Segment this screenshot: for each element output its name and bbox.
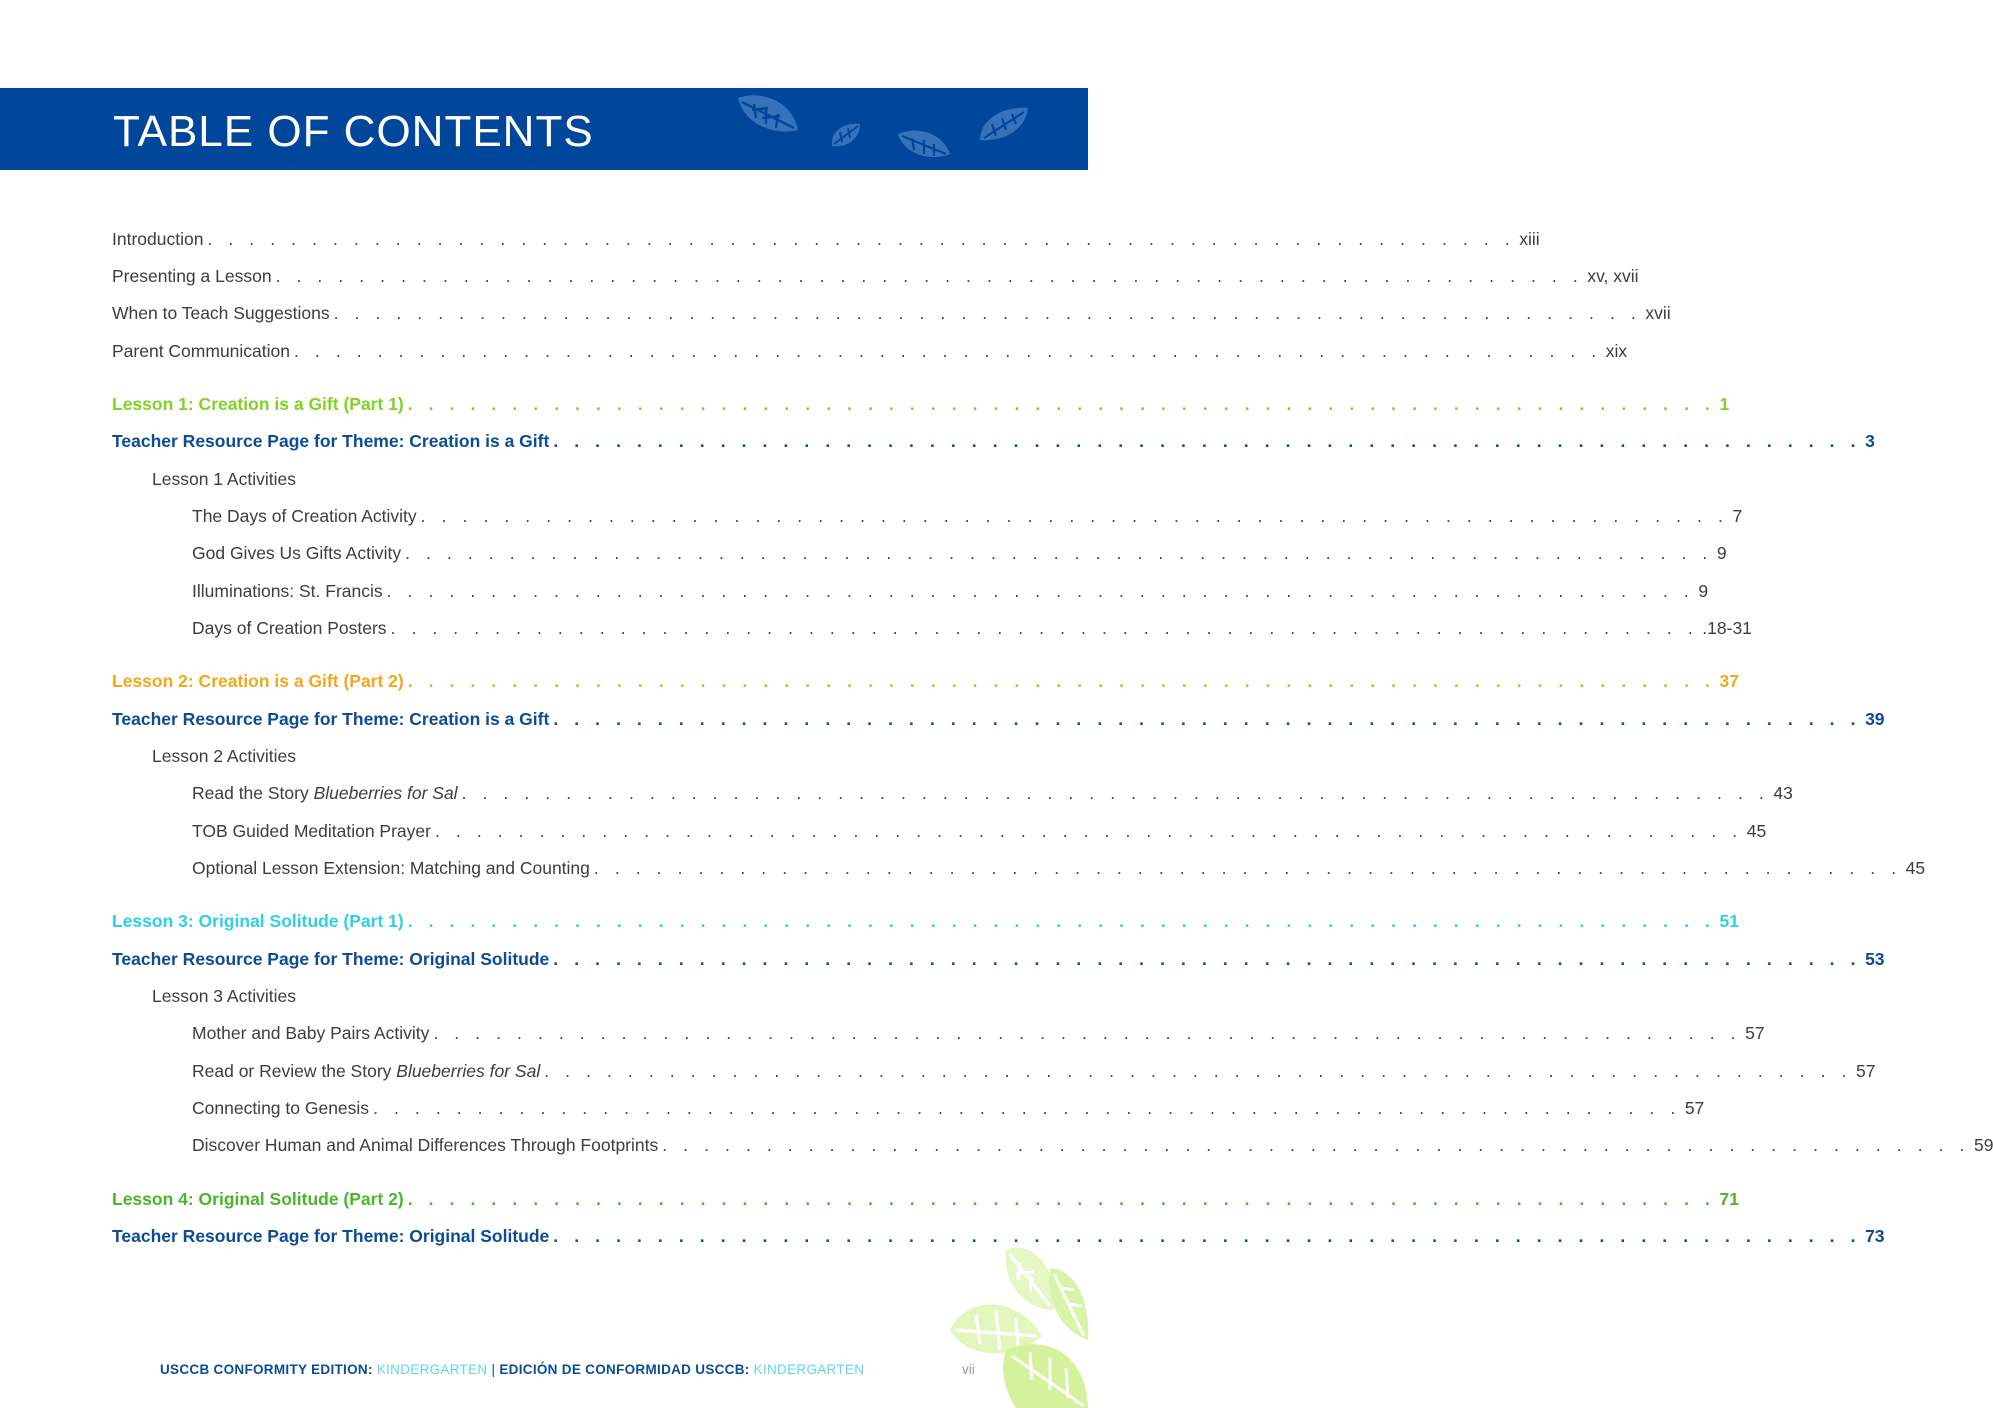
dot-leader: . . . . . . . . . . . . . . . . . . . . . . . . . . . . . . . . . . . . . . . . . . . . . . . . . . . . . . . . . . . . . . . [553,1226,1862,1246]
toc-entry-page: xv, xvii [1587,266,1639,286]
toc-entry-title: Discover Human and Animal Differences Through Footprints [192,1135,659,1155]
toc-entry-page: 71 [1719,1189,1739,1209]
toc-entry-activity[interactable] [192,1133,1993,1157]
toc-entry-presenting[interactable] [112,264,1639,288]
toc-entry-title: Optional Lesson Extension: Matching and Counting [192,858,590,878]
toc-entry-teacher-resource[interactable] [112,1224,1885,1248]
toc-entry-title: Lesson 2 Activities [152,746,296,766]
dot-leader: . . . . . . . . . . . . . . . . . . . . . . . . . . . . . . . . . . . . . . . . . . . . . . . . . . . . . . . . . . . . . . . [593,858,1902,878]
toc-entry-page: 9 [1716,543,1727,563]
toc-entry-page: .18-31 [1702,618,1752,638]
dot-leader: . . . . . . . . . . . . . . . . . . . . . . . . . . . . . . . . . . . . . . . . . . . . . . . . . . . . . . . . . . . . . . . [373,1098,1681,1118]
toc-entry-activity[interactable] [192,1021,1765,1045]
toc-entry-activity[interactable] [192,781,1793,805]
toc-entry-title: Lesson 1 Activities [152,469,296,489]
toc-entry-title: Teacher Resource Page for Theme: Original Solitude [112,1226,550,1246]
toc-entry-title: Lesson 3 Activities [152,986,296,1006]
toc-entry-page: 3 [1865,431,1875,451]
toc-entry-title: Teacher Resource Page for Theme: Original Solitude [112,949,550,969]
toc-entry-page: 51 [1719,911,1739,931]
dot-leader: . . . . . . . . . . . . . . . . . . . . . . . . . . . . . . . . . . . . . . . . . . . . . . . . . . . . . . . . . . . . . . . [461,783,1770,803]
dot-leader: . . . . . . . . . . . . . . . . . . . . . . . . . . . . . . . . . . . . . . . . . . . . . . . . . . . . . . . . . . . . . . . [553,709,1862,729]
toc-entry-teacher-resource[interactable] [112,429,1875,453]
toc-entry-lesson-1[interactable] [112,392,1730,416]
toc-entry-page: 37 [1719,671,1739,691]
toc-entry-activity[interactable] [192,579,1709,603]
toc-entry-title: Lesson 1: Creation is a Gift (Part 1) [112,394,404,414]
footer-grade-es: KINDERGARTEN [753,1362,865,1377]
toc-entry-title [192,781,458,805]
toc-entry-title: Days of Creation Posters [192,618,387,638]
toc-entry-title: Presenting a Lesson [112,266,272,286]
dot-leader: . . . . . . . . . . . . . . . . . . . . . . . . . . . . . . . . . . . . . . . . . . . . . . . . . . . . . . . . . . . . . . . [420,506,1729,526]
toc-entry-title-text: Read the Story [192,783,314,803]
toc-entry-page: 43 [1773,783,1793,803]
footer-edition-label-es: EDICIÓN DE CONFORMIDAD USCCB: [499,1362,750,1377]
toc-entry-page: 1 [1719,394,1730,414]
toc-entry-activity[interactable] [192,856,1926,880]
toc-entry-page: 9 [1698,581,1709,601]
toc-entry-page: xvii [1645,303,1671,323]
dot-leader: . . . . . . . . . . . . . . . . . . . . . . . . . . . . . . . . . . . . . . . . . . . . . . . . . . . . . . . . . . . . . . . [405,543,1713,563]
toc-entry-title: TOB Guided Meditation Prayer [192,821,431,841]
toc-entry-activities-heading[interactable] [152,744,976,768]
toc-entry-parent-communication[interactable] [112,339,1628,363]
leaf-icon [894,124,954,164]
dot-leader: . . . . . . . . . . . . . . . . . . . . . . . . . . . . . . . . . . . . . . . . . . . . . . . . . . . . . . . . . . . . . . . [662,1135,1971,1155]
toc-entry-activities-heading[interactable] [152,467,976,491]
toc-entry-when-to-teach[interactable] [112,301,1671,325]
footer-separator: | [491,1362,496,1377]
toc-entry-title: Teacher Resource Page for Theme: Creation is a Gift [112,709,550,729]
toc-entry-activity[interactable] [192,616,1752,640]
dot-leader: . . . . . . . . . . . . . . . . . . . . . . . . . . . . . . . . . . . . . . . . . . . . . . . . . . . . . . . . . . . . . . . [333,303,1642,323]
book-title: Blueberries for Sal [313,783,458,803]
toc-entry-page: 53 [1865,949,1885,969]
toc-entry-page: 73 [1865,1226,1885,1246]
toc-entry-page: 57 [1856,1061,1876,1081]
page-number: vii [962,1362,975,1377]
toc-entry-introduction[interactable] [112,227,1540,251]
leaf-cluster-icon [946,1240,1088,1408]
toc-entry-title: The Days of Creation Activity [192,506,417,526]
dot-leader: . . . . . . . . . . . . . . . . . . . . . . . . . . . . . . . . . . . . . . . . . . . . . . . . . . . . . . . . . . . . . . . [544,1061,1852,1081]
toc-entry-title: Lesson 2: Creation is a Gift (Part 2) [112,671,404,691]
dot-leader: . . . . . . . . . . . . . . . . . . . . . . . . . . . . . . . . . . . . . . . . . . . . . . . . . . . . . . . . . . . . . . . [553,431,1862,451]
dot-leader: . . . . . . . . . . . . . . . . . . . . . . . . . . . . . . . . . . . . . . . . . . . . . . . . . . . . . . . . . . . . . . . [433,1023,1742,1043]
dot-leader: . . . . . . . . . . . . . . . . . . . . . . . . . . . . . . . . . . . . . . . . . . . . . . . . . . . . . . . . . . . . . . . [275,266,1584,286]
dot-leader: . . . . . . . . . . . . . . . . . . . . . . . . . . . . . . . . . . . . . . . . . . . . . . . . . . . . . . . . . . . . . . . [434,821,1743,841]
footer-edition-label: USCCB CONFORMITY EDITION: [160,1362,373,1377]
toc-entry-page: xiii [1519,229,1540,249]
leaf-icon [976,104,1032,144]
dot-leader: . . . . . . . . . . . . . . . . . . . . . . . . . . . . . . . . . . . . . . . . . . . . . . . . . . . . . . . . . . . . . . . [407,911,1716,931]
toc-entry-lesson-4[interactable] [112,1187,1739,1211]
toc-entry-title: When to Teach Suggestions [112,303,330,323]
toc-entry-page: xix [1605,341,1628,361]
toc-entry-teacher-resource[interactable] [112,947,1885,971]
toc-entry-page: 7 [1732,506,1743,526]
toc-entry-title-text: Read or Review the Story [192,1061,397,1081]
toc-entry-title: Illuminations: St. Francis [192,581,383,601]
toc-entry-page: 45 [1905,858,1926,878]
toc-entry-activity[interactable] [192,541,1727,565]
page-title: TABLE OF CONTENTS [113,107,594,156]
toc-entry-title: Lesson 3: Original Solitude (Part 1) [112,911,404,931]
leaf-icon [734,90,804,140]
toc-entry-title: Connecting to Genesis [192,1098,370,1118]
toc-entry-page: 57 [1684,1098,1705,1118]
toc-entry-title: Parent Communication [112,341,290,361]
dot-leader: . . . . . . . . . . . . . . . . . . . . . . . . . . . . . . . . . . . . . . . . . . . . . . . . . . . . . . . . . . . . . . . [386,581,1695,601]
dot-leader: . . . . . . . . . . . . . . . . . . . . . . . . . . . . . . . . . . . . . . . . . . . . . . . . . . . . . . . . . . . . . . . [407,1189,1716,1209]
toc-entry-title: Introduction [112,229,204,249]
toc-entry-page: 59 [1974,1135,1993,1155]
dot-leader: . . . . . . . . . . . . . . . . . . . . . . . . . . . . . . . . . . . . . . . . . . . . . . . . . . . . . . . . . . . . . . . [407,671,1716,691]
toc-entry-title [192,1059,540,1083]
toc-entry-page: 57 [1745,1023,1765,1043]
toc-entry-activity[interactable] [192,1059,1876,1083]
dot-leader: . . . . . . . . . . . . . . . . . . . . . . . . . . . . . . . . . . . . . . . . . . . . . . . . . . . . . . . . . . . . . . . [207,229,1516,249]
dot-leader: . . . . . . . . . . . . . . . . . . . . . . . . . . . . . . . . . . . . . . . . . . . . . . . . . . . . . . . . . . . . . . . [294,341,1602,361]
toc-entry-title: God Gives Us Gifts Activity [192,543,402,563]
toc-entry-title: Teacher Resource Page for Theme: Creation is a Gift [112,431,550,451]
dot-leader: . . . . . . . . . . . . . . . . . . . . . . . . . . . . . . . . . . . . . . . . . . . . . . . . . . . . . . . . . . . . . . . [407,394,1716,414]
footer [160,1360,864,1380]
toc-entry-teacher-resource[interactable] [112,707,1885,731]
toc-entry-lesson-2[interactable] [112,669,1739,693]
toc-entry-activity[interactable] [192,1096,1705,1120]
toc-entry-lesson-3[interactable] [112,909,1739,933]
footer-grade: KINDERGARTEN [376,1362,488,1377]
toc-entry-page: 39 [1865,709,1885,729]
book-title: Blueberries for Sal [396,1061,541,1081]
dot-leader: . . . . . . . . . . . . . . . . . . . . . . . . . . . . . . . . . . . . . . . . . . . . . . . . . . . . . . . . . . . . . . . [390,618,1699,638]
toc-entry-activities-heading[interactable] [152,984,976,1008]
toc-entry-page: 45 [1746,821,1767,841]
toc-entry-activity[interactable] [192,504,1743,528]
toc-entry-activity[interactable] [192,819,1767,843]
leaf-icon [828,120,864,150]
dot-leader: . . . . . . . . . . . . . . . . . . . . . . . . . . . . . . . . . . . . . . . . . . . . . . . . . . . . . . . . . . . . . . . [553,949,1862,969]
toc-entry-title: Lesson 4: Original Solitude (Part 2) [112,1189,404,1209]
toc-entry-title: Mother and Baby Pairs Activity [192,1023,430,1043]
